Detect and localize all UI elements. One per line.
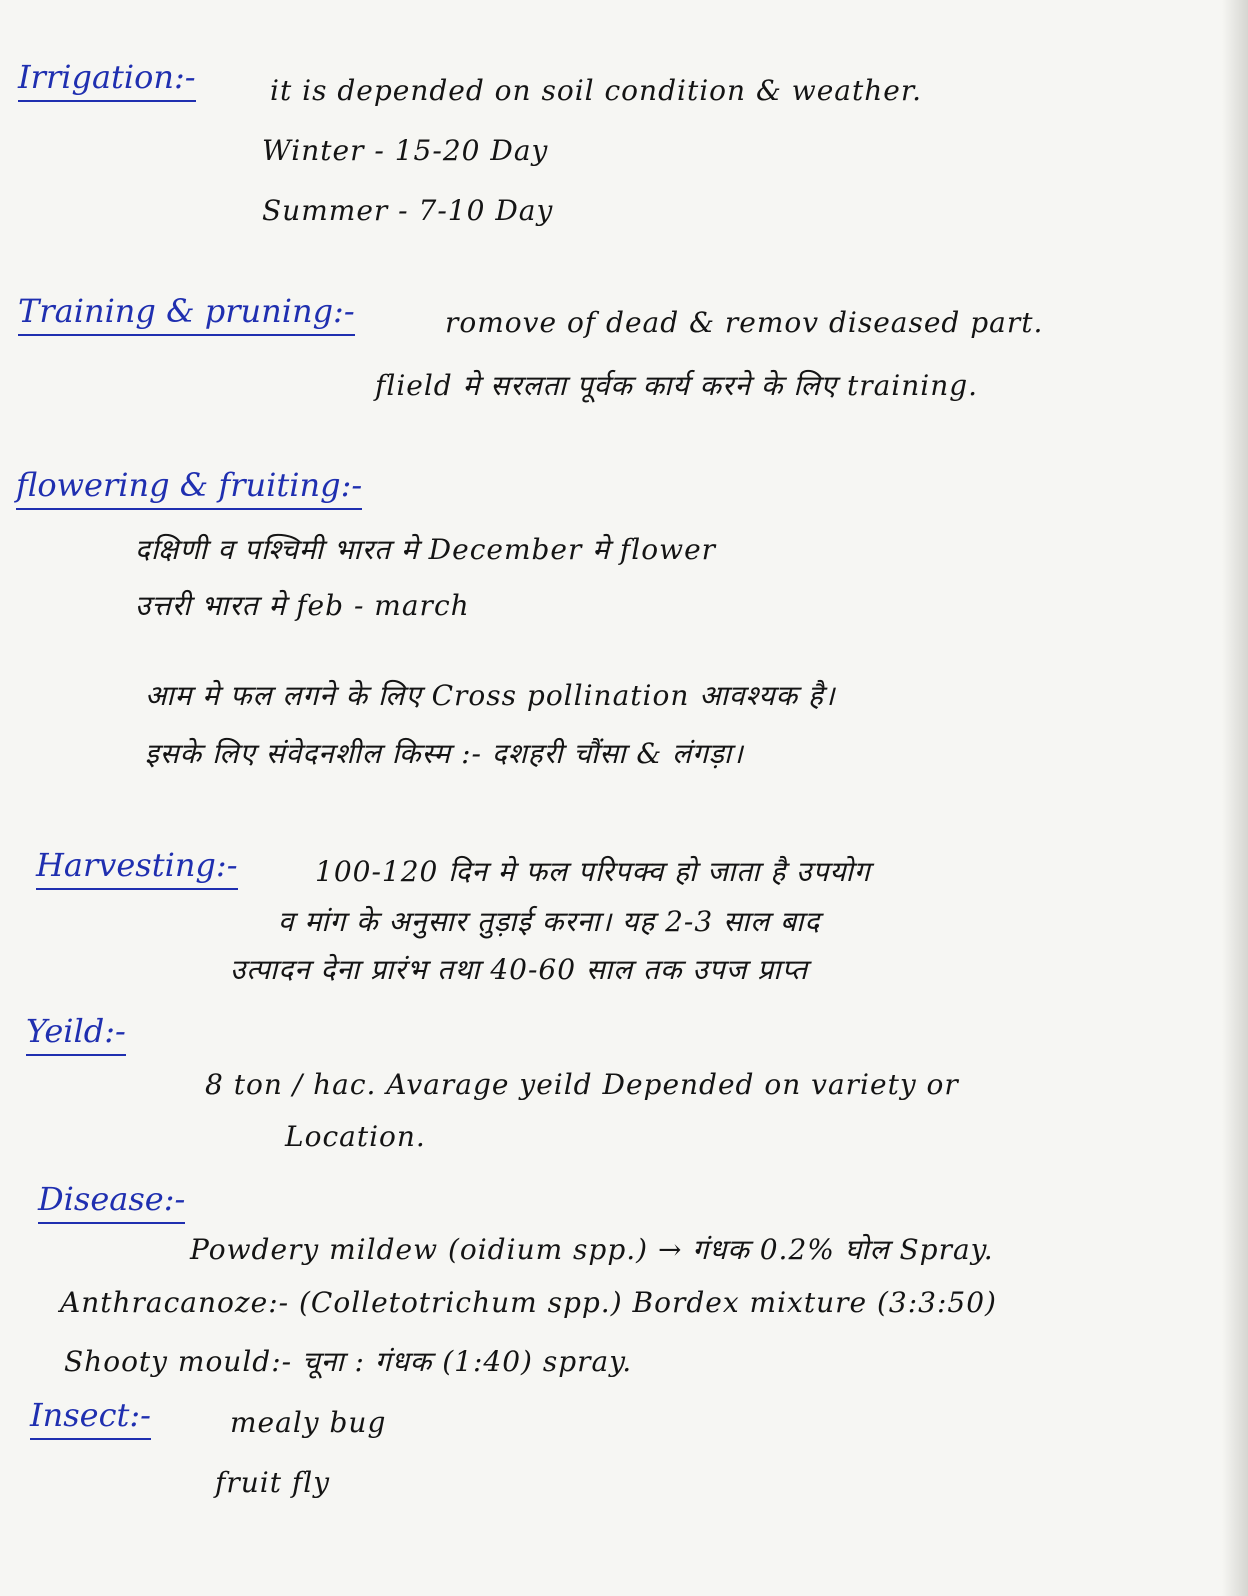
irrigation-heading: Irrigation:- xyxy=(18,58,196,102)
yield-line-2: Location. xyxy=(285,1120,426,1153)
yield-line-1: 8 ton / hac. Avarage yeild Depended on variety or xyxy=(205,1068,959,1101)
flowering-line-2: उत्तरी भारत मे feb - march xyxy=(135,589,470,622)
insect-heading: Insect:- xyxy=(30,1396,151,1440)
harvesting-line-1: 100-120 दिन मे फल परिपक्व हो जाता है उपयोग xyxy=(315,855,871,888)
flowering-line-1: दक्षिणी व पश्चिमी भारत मे December मे flower xyxy=(135,533,717,566)
insect-line-2: fruit fly xyxy=(215,1466,331,1499)
flowering-line-3: आम मे फल लगने के लिए Cross pollination आवश्यक है। xyxy=(145,679,836,712)
disease-line-2: Anthracanoze:- (Colletotrichum spp.) Bordex mixture (3:3:50) xyxy=(60,1286,997,1319)
insect-line-1: mealy bug xyxy=(230,1406,387,1439)
training-heading: Training & pruning:- xyxy=(18,292,355,336)
page-edge-shadow xyxy=(1222,0,1248,1596)
harvesting-line-3: उत्पादन देना प्रारंभ तथा 40-60 साल तक उपज प्राप्त xyxy=(230,953,809,986)
flowering-heading: flowering & fruiting:- xyxy=(16,466,362,510)
harvesting-heading: Harvesting:- xyxy=(36,846,238,890)
disease-line-1: Powdery mildew (oidium spp.) → गंधक 0.2% घोल Spray. xyxy=(190,1233,994,1266)
training-line-2: flield मे सरलता पूर्वक कार्य करने के लिए training. xyxy=(375,369,979,402)
yield-heading: Yeild:- xyxy=(26,1012,126,1056)
training-line-1: romove of dead & remov diseased part. xyxy=(445,306,1044,339)
disease-line-3: Shooty mould:- चूना : गंधक (1:40) spray. xyxy=(64,1345,633,1378)
disease-heading: Disease:- xyxy=(38,1180,185,1224)
irrigation-line-2: Winter - 15-20 Day xyxy=(262,134,549,167)
irrigation-line-3: Summer - 7-10 Day xyxy=(262,194,554,227)
irrigation-line-1: it is depended on soil condition & weather. xyxy=(270,74,923,107)
flowering-line-4: इसके लिए संवेदनशील किस्म :- दशहरी चौंसा & लंगड़ा। xyxy=(145,737,744,770)
harvesting-line-2: व मांग के अनुसार तुड़ाई करना। यह 2-3 साल बाद xyxy=(278,905,821,938)
